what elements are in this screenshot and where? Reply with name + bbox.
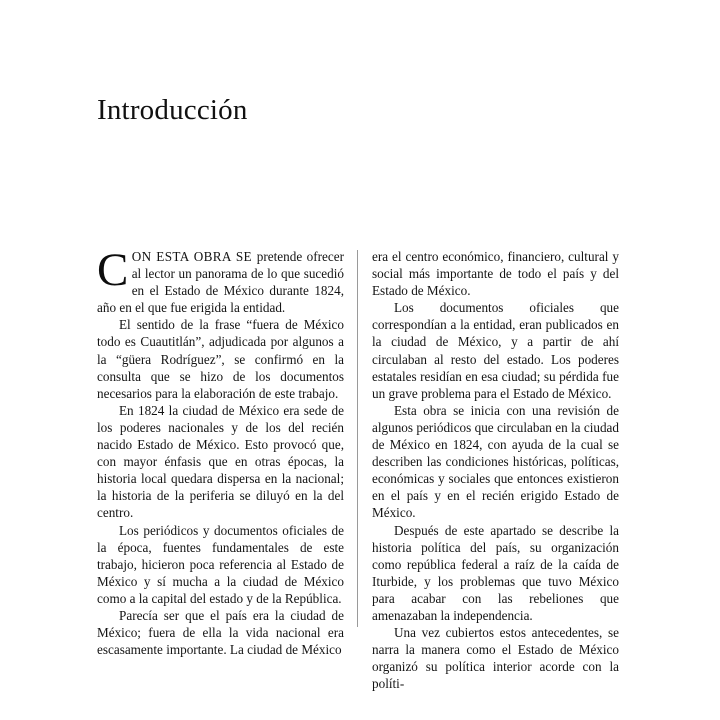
left-column [97, 244, 344, 658]
opening-body-text: pretende ofrecer al lector un panorama de lo que sucedió en el Estado de México durante 1824, año en el que fue erigida la entidad. [97, 249, 344, 316]
column-divider-rule [357, 250, 358, 627]
paragraph-opening [97, 244, 344, 316]
paragraph: El sentido de la frase “fuera de México todo es Cuautitlán”, adjudicada por algunos a la “güera Rodríguez”, se confirmó en la consulta que se hizo de los documentos necesarios para la elaboración de este trabajo. [97, 317, 344, 401]
paragraph: Después de este apartado se describe la historia política del país, su organización como república federal a raíz de la caída de Iturbide, y los problemas que tuvo México para acabar con las rebeliones que amenazaban la independencia. [372, 522, 619, 623]
page-title: Introducción [97, 94, 248, 127]
paragraph: Una vez cubiertos estos antecedentes, se narra la manera como el Estado de México organizó su política interior acorde con la políti- [372, 625, 619, 692]
body-text-area [97, 244, 619, 692]
opening-smallcaps: CON ESTA OBRA SE [97, 244, 257, 296]
paragraph: En 1824 la ciudad de México era sede de los poderes nacionales y de los del recién nacido Estado de México. Esto provocó que, con mayor énfasis que en otras épocas, la historia local quedara dispersa en la nacional; la historia de la periferia se diluyó en la del centro. [97, 402, 344, 521]
paragraph-continuation: era el centro económico, financiero, cultural y social más importante de todo el país y del Estado de México. [372, 249, 619, 299]
paragraph: Esta obra se inicia con una revisión de algunos periódicos que circulaban en la ciudad de México en 1824, con ayuda de la cual se describen las condiciones históricas, políticas, económicas y sociales que entonces existieron en el país y en el recién erigido Estado de México. [372, 402, 619, 521]
paragraph: Parecía ser que el país era la ciudad de México; fuera de ella la vida nacional era escasamente importante. La ciudad de México [97, 607, 344, 658]
right-column [372, 248, 619, 692]
paragraph: Los periódicos y documentos oficiales de la época, fuentes fundamentales de este trabajo, hicieron poca referencia al Estado de México y sí mucha a la ciudad de México como a la capital del estado y de la República. [97, 522, 344, 606]
paragraph: Los documentos oficiales que correspondían a la entidad, eran publicados en la ciudad de México, y a partir de ahí circulaban al resto del estado. Los poderes estatales residían en esa ciudad; su pérdida fue un grave problema para el Estado de México. [372, 300, 619, 401]
